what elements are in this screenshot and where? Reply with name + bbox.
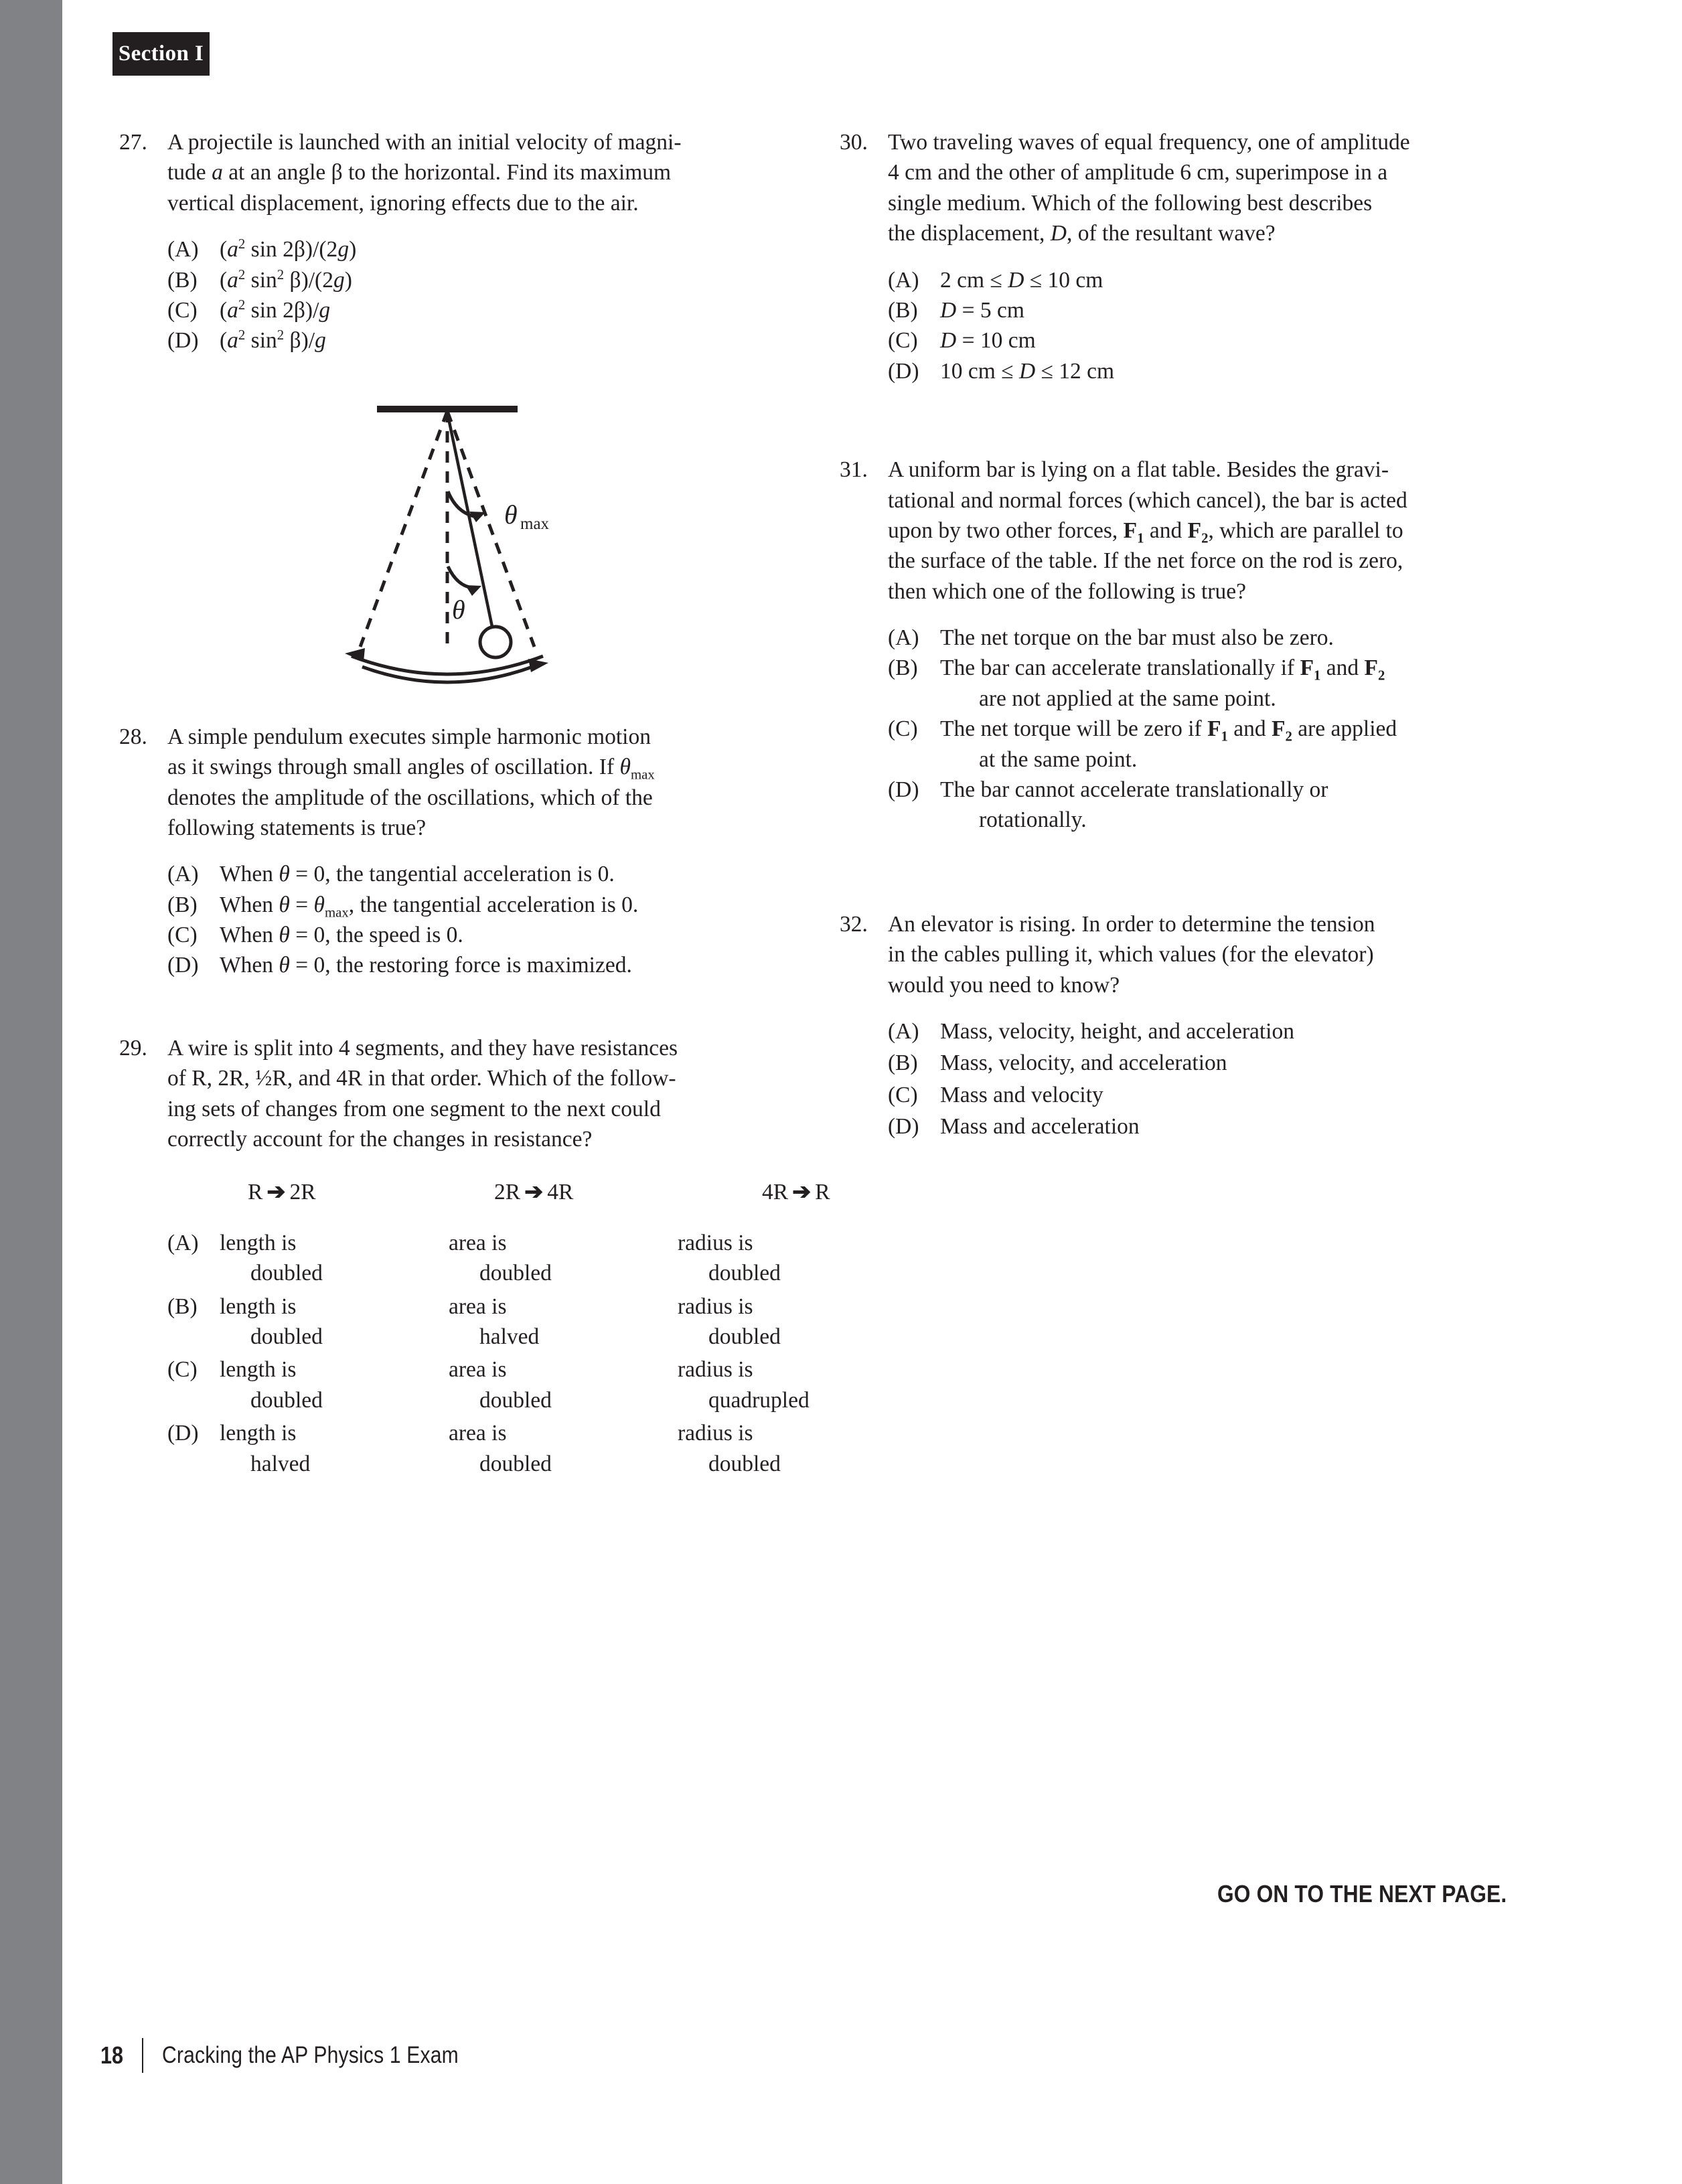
row-c-cell-2 <box>420 1354 621 1415</box>
question-29-stem <box>167 1033 795 1155</box>
arrow-right-icon: ➔ <box>792 1180 812 1205</box>
extreme-left-dashed-line <box>360 411 447 647</box>
question-28-stem <box>167 722 795 844</box>
question-31-body <box>888 455 1516 607</box>
q31-stem-line-4: the surface of the table. If the net force on the rod is zero, <box>888 548 1403 574</box>
choice-d-continuation: rotationally. <box>979 807 1087 833</box>
row-a-letter: (A) <box>167 1230 199 1255</box>
arrow-right-icon: ➔ <box>524 1180 544 1205</box>
choice-b-text: The bar can accelerate translationally if $F_1$ and $F_2$ are not applied at the same point. <box>940 653 1516 714</box>
choice-b[interactable] <box>888 653 1516 714</box>
row-a-cell-1 <box>220 1228 420 1289</box>
question-29 <box>119 1033 795 1155</box>
choice-b[interactable] <box>888 295 1516 325</box>
question-30-number: 30. <box>840 130 868 155</box>
choice-c[interactable] <box>888 325 1516 356</box>
row-a-cell-3-line-2: doubled <box>708 1261 781 1286</box>
choice-a-letter: (A) <box>167 862 199 887</box>
question-27-stem <box>167 127 795 218</box>
pendulum-diagram-svg <box>310 391 605 686</box>
arrow-right-icon: ➔ <box>266 1180 286 1205</box>
q31-stem-line-3a: upon by two other forces, <box>888 518 1124 543</box>
row-a-cell-3 <box>621 1228 822 1289</box>
question-31 <box>840 455 1516 607</box>
q28-theta-symbol: θ <box>619 755 631 780</box>
q31-force-1-subscript: 1 <box>1137 530 1144 546</box>
q31-stem-line-1: A uniform bar is lying on a flat table. Besides the gravi- <box>888 457 1389 483</box>
choice-b-text: When $\theta = \theta_{max}$, the tangential acceleration is 0. <box>220 892 639 921</box>
choice-d-line-1: The bar cannot accelerate translationally or <box>940 777 1328 803</box>
q27-stem-line-2b: at an angle β to the horizontal. Find its maximum <box>222 160 672 185</box>
choice-c-letter: (C) <box>888 716 918 742</box>
choice-a[interactable] <box>167 234 795 264</box>
q27-stem-line-1: A projectile is launched with an initial velocity of magni- <box>167 130 682 155</box>
question-32-choices <box>840 1016 1516 1142</box>
row-b-cell-1-line-2: doubled <box>250 1324 323 1349</box>
q31-stem-line-2: tational and normal forces (which cancel), the bar is acted <box>888 487 1407 513</box>
q29-stem-line-3: ing sets of changes from one segment to the next could <box>167 1096 661 1121</box>
header-cell-1 <box>220 1177 449 1207</box>
choice-c[interactable] <box>888 1080 1516 1110</box>
choice-c-continuation: at the same point. <box>979 747 1138 772</box>
choice-b-text: Mass, velocity, and acceleration <box>940 1050 1227 1076</box>
section-tab <box>112 32 210 76</box>
choice-d-text: 10 cm ≤ D ≤ 12 cm <box>940 358 1115 384</box>
q30-variable-d: D <box>1050 221 1067 246</box>
choice-c-letter: (C) <box>167 297 198 323</box>
row-b-cell-1 <box>220 1292 420 1352</box>
q28-stem-line-3: denotes the amplitude of the oscillations, which of the <box>167 785 653 810</box>
choice-d-text <box>940 775 1516 836</box>
table-row[interactable] <box>167 1228 795 1289</box>
choice-c-letter: (C) <box>888 1082 918 1107</box>
row-c-cell-3-line-2: quadrupled <box>708 1387 810 1413</box>
row-c-letter: (C) <box>167 1357 198 1383</box>
choice-c-text: The net torque will be zero if $F_1$ and $F_2$ are applied at the same point. <box>940 714 1516 775</box>
q30-stem-line-4a: the displacement, <box>888 221 1051 246</box>
choice-a-text: Mass, velocity, height, and acceleration <box>940 1018 1294 1044</box>
q30-stem-line-2: 4 cm and the other of amplitude 6 cm, superimpose in a <box>888 160 1388 185</box>
row-b-cell-3 <box>621 1292 822 1352</box>
book-title: Cracking the AP Physics 1 Exam <box>162 2042 459 2068</box>
header-2-to: 4R <box>547 1180 574 1205</box>
resistance-change-table <box>119 1177 830 1479</box>
choice-a-letter: (A) <box>888 625 919 651</box>
choice-d-letter: (D) <box>167 953 199 978</box>
question-28-body <box>167 722 795 844</box>
choice-b[interactable] <box>167 265 795 295</box>
theta-label: θ <box>452 594 465 625</box>
row-b-cell-3-line-2: doubled <box>708 1324 781 1349</box>
row-c-cell-2-line-2: doubled <box>479 1387 552 1413</box>
choice-a-letter: (A) <box>167 237 199 262</box>
row-d-cell-3-line-1: radius is <box>678 1421 753 1446</box>
row-c-cell-1-line-1: length is <box>220 1357 297 1383</box>
q32-stem-line-2: in the cables pulling it, which values (for the elevator) <box>888 942 1374 967</box>
section-tab-label: Section I <box>118 42 204 66</box>
question-28 <box>119 722 795 844</box>
footer-divider <box>142 2038 143 2073</box>
theta-arc <box>448 566 473 588</box>
choice-d-letter: (D) <box>888 1114 919 1140</box>
choice-d[interactable] <box>888 775 1516 836</box>
q27-stem-line-3: vertical displacement, ignoring effects due to the air. <box>167 190 639 216</box>
choice-c-text: ($a^2$ sin 2β)/g <box>220 297 331 323</box>
choice-a-text: 2 cm ≤ D ≤ 10 cm <box>940 267 1103 293</box>
question-32-body <box>888 909 1516 1000</box>
question-27-choices <box>119 234 795 356</box>
row-d-cell-2-line-2: doubled <box>479 1451 552 1476</box>
q31-stem-line-3b: , which are parallel to <box>1208 518 1403 543</box>
row-d-letter: (D) <box>167 1421 199 1446</box>
row-b-cell-2-line-1: area is <box>449 1294 507 1319</box>
header-cell-3 <box>695 1177 963 1207</box>
question-28-choices <box>119 859 795 981</box>
question-27-body <box>167 127 795 218</box>
choice-b-letter: (B) <box>167 892 198 917</box>
two-column-content <box>0 127 1682 1482</box>
row-d-cell-1-line-2: halved <box>250 1451 311 1476</box>
choice-a-letter: (A) <box>888 1018 919 1044</box>
question-27-number: 27. <box>119 130 147 155</box>
pendulum-figure <box>119 391 795 686</box>
table-header-row <box>167 1177 830 1207</box>
q32-stem-line-1: An elevator is rising. In order to determine the tension <box>888 911 1375 937</box>
q30-stem-line-1: Two traveling waves of equal frequency, one of amplitude <box>888 130 1410 155</box>
choice-a[interactable] <box>888 1016 1516 1046</box>
choice-a[interactable] <box>167 859 795 889</box>
header-3-from: 4R <box>762 1180 789 1205</box>
choice-d[interactable] <box>167 950 795 980</box>
question-32-number: 32. <box>840 911 868 937</box>
left-column <box>119 127 830 1482</box>
row-b-letter: (B) <box>167 1294 198 1319</box>
row-c-cell-3 <box>621 1354 822 1415</box>
row-b-cell-1-line-1: length is <box>220 1294 297 1319</box>
question-32-stem <box>888 909 1516 1000</box>
choice-d-letter: (D) <box>888 358 919 384</box>
row-a-cell-2 <box>420 1228 621 1289</box>
right-column <box>840 127 1516 1144</box>
choice-b-letter: (B) <box>888 297 918 323</box>
choice-a-letter: (A) <box>888 267 919 293</box>
row-c-cell-3-line-1: radius is <box>678 1357 753 1383</box>
choice-b-text: D = 5 cm <box>940 297 1024 323</box>
question-31-stem <box>888 455 1516 607</box>
q31-force-2-subscript: 2 <box>1201 530 1209 546</box>
q30-stem-line-4b: , of the resultant wave? <box>1067 221 1276 246</box>
choice-a[interactable] <box>888 623 1516 653</box>
row-d-cell-3-line-2: doubled <box>708 1451 781 1476</box>
choice-c-letter: (C) <box>167 923 198 948</box>
choice-b-letter: (B) <box>167 267 198 293</box>
q31-force-2-symbol: F <box>1187 518 1202 543</box>
choice-b-letter: (B) <box>888 1050 918 1076</box>
row-a-cell-3-line-1: radius is <box>678 1230 753 1255</box>
choice-c[interactable] <box>167 920 795 950</box>
q29-stem-line-4: correctly account for the changes in resistance? <box>167 1127 593 1152</box>
pendulum-bob <box>480 627 511 657</box>
choice-b[interactable] <box>167 890 795 920</box>
choice-d-letter: (D) <box>167 328 199 354</box>
header-cell-2 <box>449 1177 695 1207</box>
question-28-number: 28. <box>119 724 147 749</box>
question-30-stem <box>888 127 1516 249</box>
row-b-cell-2 <box>420 1292 621 1352</box>
question-30-choices <box>840 265 1516 387</box>
q31-stem-line-3-mid: and <box>1144 518 1188 543</box>
choice-b-letter: (B) <box>888 655 918 681</box>
choice-d-text: Mass and acceleration <box>940 1114 1140 1140</box>
row-d-cell-2 <box>420 1418 621 1479</box>
theta-arrowhead <box>465 585 481 596</box>
choice-c[interactable] <box>167 295 795 325</box>
row-d-cell-2-line-1: area is <box>449 1421 507 1446</box>
q28-theta-subscript: max <box>630 767 655 783</box>
choice-d[interactable] <box>167 325 795 356</box>
row-d-cell-3 <box>621 1418 822 1479</box>
row-a-cell-1-line-2: doubled <box>250 1261 323 1286</box>
header-1-to: 2R <box>289 1180 316 1205</box>
choice-c-text: When θ = 0, the speed is 0. <box>220 923 463 948</box>
q28-stem-line-2: as it swings through small angles of oscillation. If <box>167 755 620 780</box>
swing-arrow-left <box>345 648 365 661</box>
choice-c-text: D = 10 cm <box>940 328 1036 354</box>
question-27 <box>119 127 795 218</box>
choice-d-letter: (D) <box>888 777 919 803</box>
header-1-from: R <box>248 1180 263 1205</box>
page-number: 18 <box>100 2041 124 2069</box>
row-a-cell-2-line-1: area is <box>449 1230 507 1255</box>
table-row[interactable] <box>167 1292 795 1352</box>
q27-variable-a: a <box>212 160 223 185</box>
row-b-cell-3-line-1: radius is <box>678 1294 753 1319</box>
choice-d[interactable] <box>888 1111 1516 1142</box>
row-a-cell-2-line-2: doubled <box>479 1261 552 1286</box>
q29-stem-line-2: of R, 2R, ½R, and 4R in that order. Which of the follow- <box>167 1066 676 1091</box>
choice-a-text: The net torque on the bar must also be zero. <box>940 625 1334 651</box>
choice-a-text: ($a^2$ sin 2β)/(2g) <box>220 236 357 262</box>
question-30-body <box>888 127 1516 249</box>
row-c-cell-1 <box>220 1354 420 1415</box>
q31-force-1-symbol: F <box>1123 518 1138 543</box>
row-c-cell-1-line-2: doubled <box>250 1387 323 1413</box>
choice-a-text: When θ = 0, the tangential acceleration is 0. <box>220 862 615 887</box>
choice-b[interactable] <box>888 1048 1516 1078</box>
q31-stem-line-5: then which one of the following is true? <box>888 578 1246 604</box>
header-2-from: 2R <box>494 1180 521 1205</box>
choice-b-continuation: are not applied at the same point. <box>979 686 1276 711</box>
q30-stem-line-3: single medium. Which of the following best describes <box>888 190 1373 216</box>
table-row[interactable] <box>167 1354 810 1415</box>
q27-stem-line-2a: tude <box>167 160 212 185</box>
question-29-number: 29. <box>119 1035 147 1061</box>
choice-d-text: ($a^2$ $\sin^2 \beta)/g$ <box>220 327 326 354</box>
choice-b-text: ($a^2$ $\sin^2 \beta)/(2g)$ <box>220 266 352 293</box>
question-29-body <box>167 1033 795 1155</box>
choice-c[interactable] <box>888 714 1516 775</box>
q29-stem-line-1: A wire is split into 4 segments, and they have resistances <box>167 1035 678 1061</box>
table-row[interactable] <box>167 1418 795 1479</box>
q28-stem-line-1: A simple pendulum executes simple harmonic motion <box>167 724 651 749</box>
header-3-to: R <box>815 1180 830 1205</box>
choice-d-text: When θ = 0, the restoring force is maximized. <box>220 953 632 978</box>
row-b-cell-2-line-2: halved <box>479 1324 540 1349</box>
question-32 <box>840 909 1516 1000</box>
question-31-number: 31. <box>840 457 868 483</box>
choice-c-text: Mass and velocity <box>940 1082 1103 1107</box>
theta-max-label: θ <box>504 499 518 530</box>
swing-arrow-right <box>528 659 548 672</box>
go-on-notice: GO ON TO THE NEXT PAGE. <box>1217 1880 1507 1907</box>
choice-a[interactable] <box>888 265 1516 295</box>
q28-stem-line-4: following statements is true? <box>167 815 427 840</box>
question-31-choices <box>840 623 1516 836</box>
row-d-cell-1 <box>220 1418 420 1479</box>
choice-d[interactable] <box>888 356 1516 386</box>
question-30 <box>840 127 1516 249</box>
page-footer <box>100 2038 507 2073</box>
row-d-cell-1-line-1: length is <box>220 1421 297 1446</box>
row-a-cell-1-line-1: length is <box>220 1230 297 1255</box>
theta-max-subscript: max <box>520 514 550 533</box>
row-c-cell-2-line-1: area is <box>449 1357 507 1383</box>
q32-stem-line-3: would you need to know? <box>888 972 1120 998</box>
choice-c-letter: (C) <box>888 328 918 354</box>
